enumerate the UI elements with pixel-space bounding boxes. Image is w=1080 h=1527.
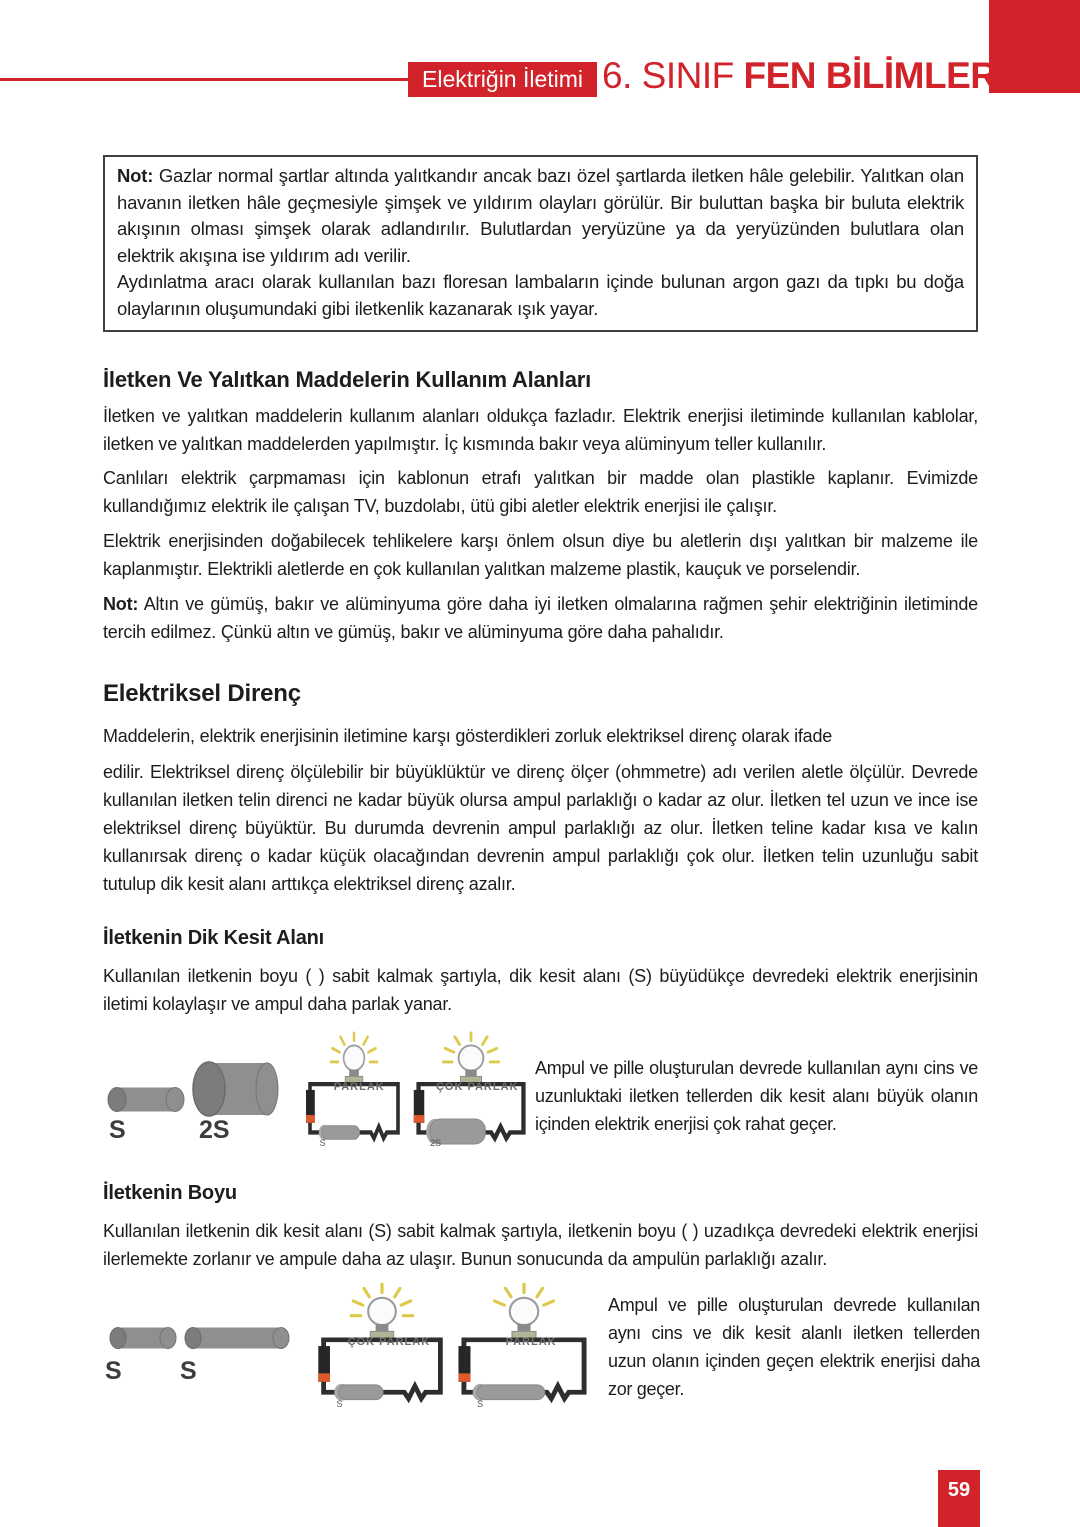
usage-note-paragraph: Not: Altın ve gümüş, bakır ve alüminyuma göre daha iyi iletken olmalarına rağmen şehir elektriğinin iletiminde tercih edilmez. Çünkü altın ve gümüş, bakır ve alüminyuma göre daha pahalıdır.: [103, 594, 978, 642]
figure-cross-section: [103, 1030, 978, 1170]
heading-usage: İletken Ve Yalıtkan Maddelerin Kullanım Alanları: [103, 367, 592, 392]
circuit-thin-wire: [302, 1030, 406, 1146]
usage-paragraph-3: Elektrik enerjisinden doğabilecek tehlikelere karşı önlem olsun diye bu aletlerin dışı yalıtkan bir malzeme ile kaplanmıştır. Elektrikli aletlerde en çok kullanılan yalıtkan malzeme plastik, kauçuk ve porselendir.: [103, 531, 978, 579]
note-box: [103, 155, 978, 332]
thin-wire-cylinder: [107, 1086, 185, 1113]
long-wire-cylinder: [184, 1326, 290, 1350]
heading-length: İletkenin Boyu: [103, 1182, 237, 1204]
usage-paragraph-1: İletken ve yalıtkan maddelerin kullanım alanları oldukça fazladır. Elektrik enerjisi iletiminde kullanılan kablolar, iletken ve yalıtkan maddelerden yapılmıştır. İç kısmında bakır veya alüminyum teller kullanılır.: [103, 406, 978, 454]
resistance-paragraph-1: Maddelerin, elektrik enerjisinin iletimine karşı gösterdikleri zorluk elektriksel direnç olarak ifade: [103, 726, 833, 746]
cylinder-s2-label: S: [180, 1357, 197, 1385]
circuit-brightness-label: PARLAK: [333, 1081, 385, 1094]
length-paragraph: Kullanılan iletkenin dik kesit alanı (S) sabit kalmak şartıyla, iletkenin boyu ( ) uzadıkça devredeki elektrik enerjisi ilerlemekte zorlanır ve ampule daha az ulaşır. Bunun sonucunda da ampulün parlaklığı azalır.: [103, 1221, 978, 1269]
cylinder-s-label: S: [105, 1357, 122, 1385]
resistor-label: S: [319, 1138, 326, 1148]
circuit-long-wire: [453, 1281, 595, 1407]
cross-section-paragraph: Kullanılan iletkenin boyu ( ) sabit kalmak şartıyla, dik kesit alanı (S) büyüdükçe devredeki elektrik enerjisinin iletimi kolaylaşır ve ampul daha parlak yanar.: [103, 966, 978, 1014]
note-paragraph-1: Not: Gazlar normal şartlar altında yalıtkandır ancak bazı özel şartlarda iletken hâle gelebilir. Yalıtkan olan havanın iletken hâle geçmesiyle şimşek ve yıldırım olayları görülür. Bir buluttan başka bir buluta elektrik akışının olması şimşek olarak adlandırılır. Bulutlardan yeryüzüne ya da yeryüzünden bulutlara olan elektrik akışına ise yıldırım adı verilir.: [117, 165, 964, 266]
resistor-label: S: [477, 1399, 484, 1409]
circuit-thick-wire: [409, 1030, 533, 1146]
cylinder-2s-label: 2S: [199, 1116, 230, 1144]
length-figure-caption: Ampul ve pille oluşturulan devrede kullanılan aynı cins ve dik kesit alanlı iletken tellerden uzun olanın içinden geçen elektrik enerjisi daha zor geçer.: [608, 1295, 980, 1399]
usage-paragraph-2: Canlıları elektrik çarpmaması için kablonun etrafı yalıtkan bir madde olan plastikle kaplanır. Evimizde kullandığımız elektrik ile çalışan TV, buzdolabı, ütü gibi aletler elektrik enerjisi ile çalışır.: [103, 468, 978, 516]
circuit-brightness-label: PARLAK: [505, 1336, 557, 1349]
figure-length: [103, 1281, 978, 1421]
page-number: 59: [938, 1470, 980, 1527]
cylinder-s-label: S: [109, 1116, 126, 1144]
note-paragraph-2: Aydınlatma aracı olarak kullanılan bazı floresan lambaların içinde bulunan argon gazı da tıpkı bu doğa olaylarının oluşumundaki gibi iletkenlik kazanarak ışık yayar.: [117, 271, 964, 319]
page-title: [602, 55, 1006, 97]
bulb-icon: [510, 1298, 538, 1325]
heading-resistance: Elektriksel Direnç: [103, 680, 301, 707]
resistor-label: S: [336, 1399, 343, 1409]
circuit-short-wire: [313, 1281, 451, 1407]
chapter-tag: Elektriğin İletimi: [408, 62, 597, 97]
bulb-icon: [459, 1045, 484, 1070]
header-rule: [0, 78, 414, 81]
circuit-brightness-label: ÇOK PARLAK: [435, 1081, 519, 1094]
thick-wire-cylinder: [191, 1061, 279, 1117]
bulb-icon: [368, 1298, 396, 1325]
short-wire-cylinder: [109, 1326, 177, 1350]
note-label: Not:: [117, 165, 154, 186]
usage-note-label: Not:: [103, 594, 139, 614]
bulb-icon: [344, 1045, 365, 1070]
heading-cross-section: İletkenin Dik Kesit Alanı: [103, 927, 324, 949]
resistor-label: 2S: [430, 1138, 442, 1148]
subject-label: FEN BİLİMLERİ: [743, 55, 1007, 96]
grade-label: 6. SINIF: [602, 55, 734, 96]
resistance-paragraph-2: edilir. Elektriksel direnç ölçülebilir bir büyüklüktür ve direnç ölçer (ohmmetre) adı verilen aletle ölçülür. Devrede kullanılan iletken telin direnci ne kadar büyük olursa ampul parlaklığı o kadar az olur. İletken tel uzun ve ince ise elektriksel direnç büyüktür. Bu durumda devrenin ampul parlaklığı az olur. İletken teline kadar kısa ve kalın kullanırsak direnç o kadar küçük olacağından devrenin ampul parlaklığı çok olur. İletken telin uzunluğu sabit tutulup dik kesit alanı arttıkça elektriksel direnç azalır.: [103, 762, 978, 894]
cross-section-figure-caption: Ampul ve pille oluşturulan devrede kullanılan aynı cins ve uzunluktaki iletken tellerden dik kesit alanı büyük olanın içinden elektrik enerjisi çok rahat geçer.: [535, 1058, 978, 1134]
circuit-brightness-label: ÇOK PARLAK: [347, 1336, 431, 1349]
